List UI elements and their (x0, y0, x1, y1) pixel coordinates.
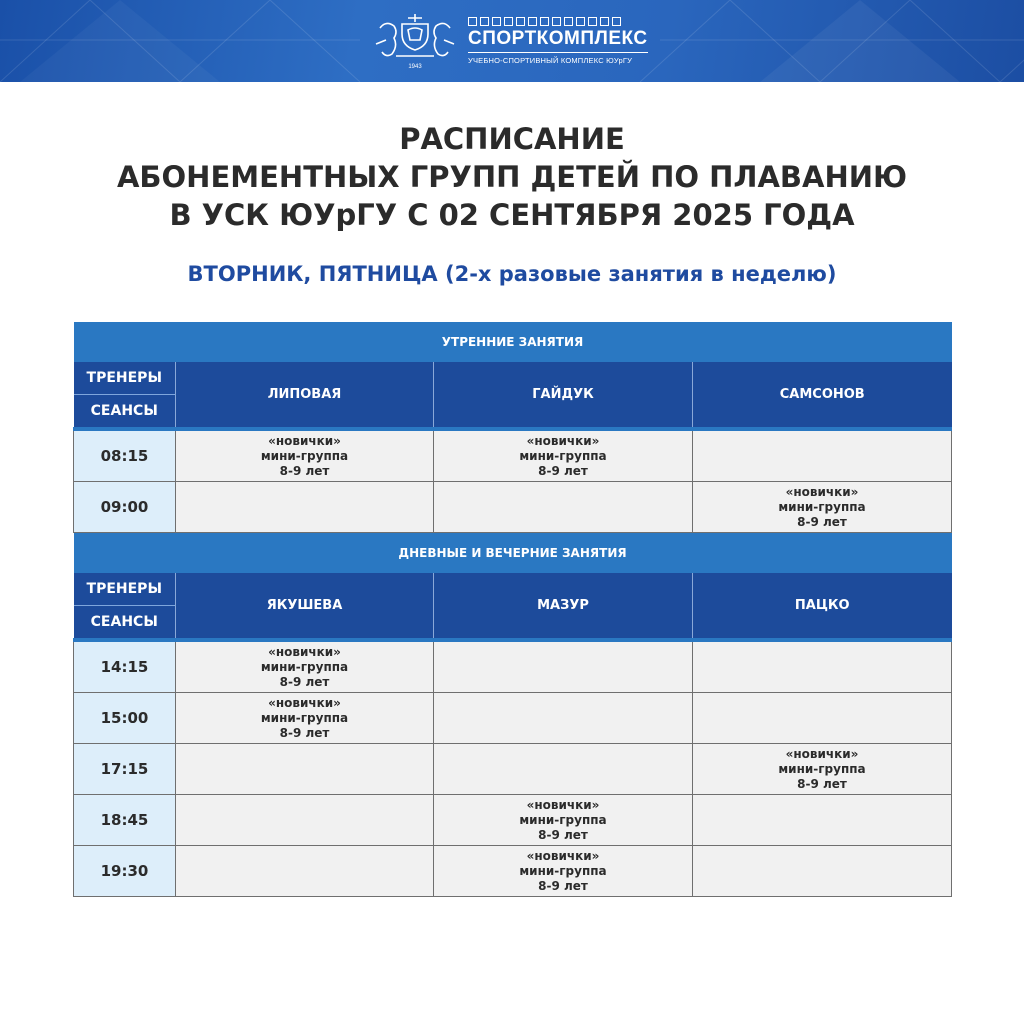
sportcomplex-logo (372, 10, 648, 72)
group-cell: «новички» мини-группа 8-9 лет (434, 795, 693, 846)
header-row (74, 573, 952, 606)
session-time: 08:15 (74, 429, 176, 482)
group-cell: «новички» мини-группа 8-9 лет (176, 693, 434, 744)
empty-cell (176, 795, 434, 846)
coach-name: САМСОНОВ (693, 362, 952, 429)
sessions-label: СЕАНСЫ (74, 395, 176, 430)
empty-cell (693, 846, 952, 897)
coach-name: ГАЙДУК (434, 362, 693, 429)
empty-cell (176, 846, 434, 897)
table-row (74, 693, 952, 744)
session-time: 17:15 (74, 744, 176, 795)
empty-cell (434, 744, 693, 795)
sport-icon (564, 17, 573, 26)
table-row (74, 744, 952, 795)
days-subtitle: ВТОРНИК, ПЯТНИЦА (2-х разовые занятия в неделю) (187, 262, 837, 286)
logo-subtitle: УЧЕБНО-СПОРТИВНЫЙ КОМПЛЕКС ЮУрГУ (468, 52, 648, 65)
group-cell: «новички» мини-группа 8-9 лет (176, 640, 434, 693)
sport-icon (468, 17, 477, 26)
session-time: 18:45 (74, 795, 176, 846)
empty-cell (693, 795, 952, 846)
group-cell: «новички» мини-группа 8-9 лет (693, 744, 952, 795)
session-time: 14:15 (74, 640, 176, 693)
section-title: УТРЕННИЕ ЗАНЯТИЯ (74, 322, 952, 362)
empty-cell (693, 429, 952, 482)
title-line-1: РАСПИСАНИЕ (399, 122, 625, 156)
trainers-label: ТРЕНЕРЫ (74, 362, 176, 395)
section-evening (74, 533, 952, 574)
empty-cell (693, 693, 952, 744)
title-line-2: АБОНЕМЕНТНЫХ ГРУПП ДЕТЕЙ ПО ПЛАВАНИЮ (116, 160, 908, 194)
logo-brand-name: СПОРТКОМПЛЕКС (468, 28, 648, 49)
sport-icon (492, 17, 501, 26)
table-row (74, 846, 952, 897)
lion-emblem-icon (372, 10, 458, 72)
empty-cell (693, 640, 952, 693)
header-row (74, 362, 952, 395)
sport-icon (540, 17, 549, 26)
coach-name: ЛИПОВАЯ (176, 362, 434, 429)
session-time: 19:30 (74, 846, 176, 897)
empty-cell (434, 482, 693, 533)
header-banner (0, 0, 1024, 82)
group-cell: «новички» мини-группа 8-9 лет (693, 482, 952, 533)
svg-text:1943: 1943 (408, 64, 422, 70)
coach-name: ЯКУШЕВА (176, 573, 434, 640)
sport-icon (612, 17, 621, 26)
sport-icon (588, 17, 597, 26)
section-title: ДНЕВНЫЕ И ВЕЧЕРНИЕ ЗАНЯТИЯ (74, 533, 952, 574)
sessions-label: СЕАНСЫ (74, 606, 176, 641)
sport-icon (576, 17, 585, 26)
table-row (74, 482, 952, 533)
sport-icon (528, 17, 537, 26)
schedule-table (73, 322, 952, 897)
title-line-3: В УСК ЮУрГУ С 02 СЕНТЯБРЯ 2025 ГОДА (169, 198, 855, 232)
group-cell: «новички» мини-группа 8-9 лет (176, 429, 434, 482)
group-cell: «новички» мини-группа 8-9 лет (434, 846, 693, 897)
table-row (74, 640, 952, 693)
section-morning (74, 322, 952, 362)
sport-icon (480, 17, 489, 26)
session-time: 09:00 (74, 482, 176, 533)
table-row (74, 795, 952, 846)
coach-name: ПАЦКО (693, 573, 952, 640)
sport-icons-row (468, 17, 648, 26)
empty-cell (176, 744, 434, 795)
sport-icon (504, 17, 513, 26)
session-time: 15:00 (74, 693, 176, 744)
page-title (0, 120, 1024, 234)
trainers-label: ТРЕНЕРЫ (74, 573, 176, 606)
coach-name: МАЗУР (434, 573, 693, 640)
sport-icon (600, 17, 609, 26)
empty-cell (176, 482, 434, 533)
sport-icon (516, 17, 525, 26)
empty-cell (434, 640, 693, 693)
sport-icon (552, 17, 561, 26)
empty-cell (434, 693, 693, 744)
group-cell: «новички» мини-группа 8-9 лет (434, 429, 693, 482)
table-row (74, 429, 952, 482)
